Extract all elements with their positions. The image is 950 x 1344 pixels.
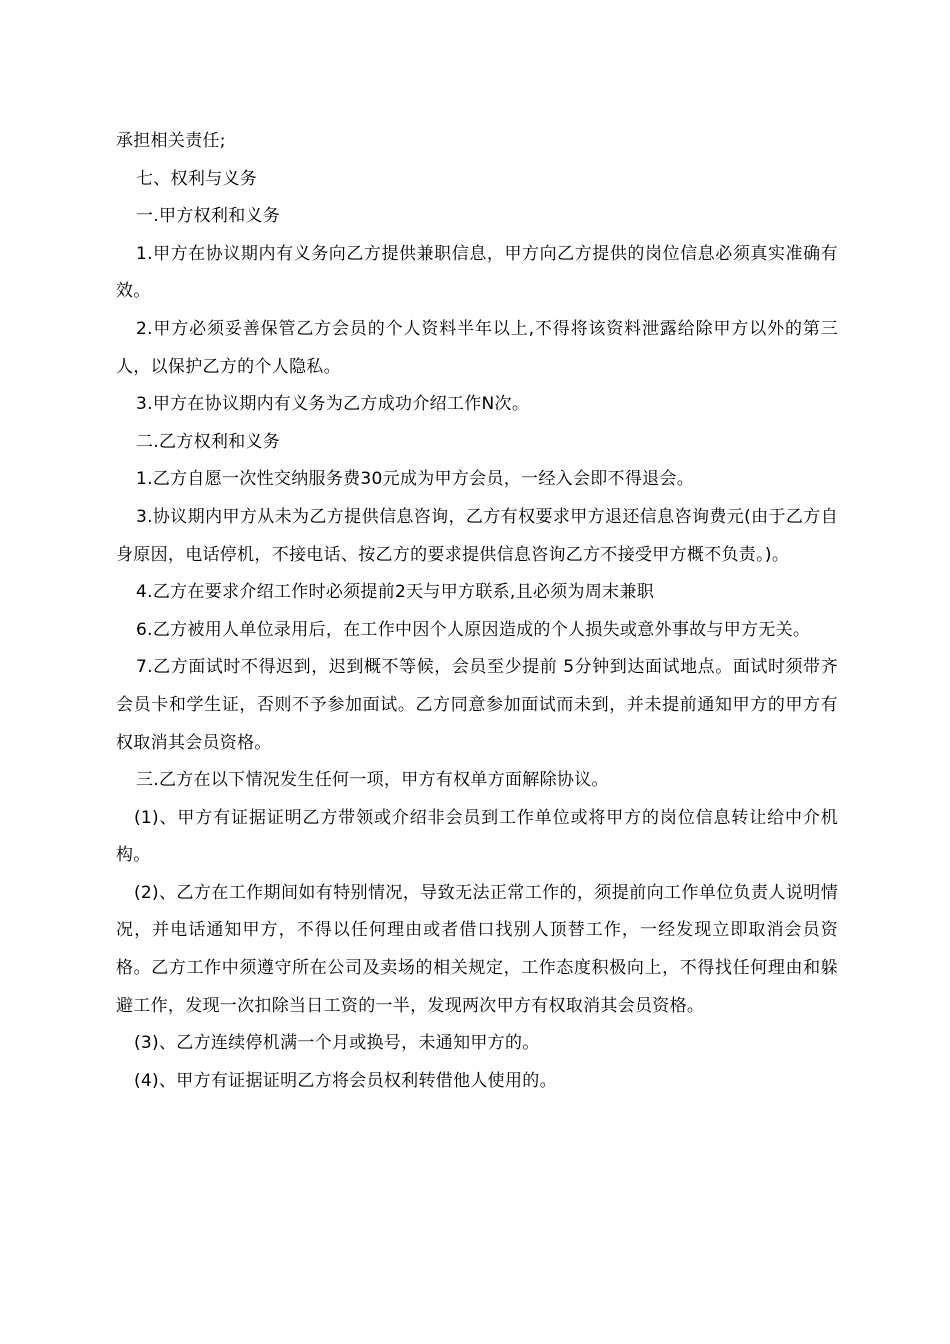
paragraph-responsibility-end: 承担相关责任; [116, 131, 226, 151]
paragraph-party-b-6: 6.乙方被用人单位录用后，在工作中因个人原因造成的个人损失或意外事故与甲方无关。 [136, 619, 811, 640]
paragraph-party-b-4: 4.乙方在要求介绍工作时必须提前2天与甲方联系,且必须为周末兼职 [136, 582, 655, 603]
paragraph-party-b-7: 7.乙方面试时不得迟到，迟到概不等候，会员至少提前 5分钟到达面试地点。面试时须带齐会员卡和学生证，否则不予参加面试。乙方同意参加面试而未到，并未提前通知甲方的甲方有权取消其会员资格。 [116, 657, 838, 753]
paragraph-termination-4: (4)、甲方有证据证明乙方将会员权利转借他人使用的。 [134, 1070, 557, 1091]
paragraph-termination-1: (1)、甲方有证据证明乙方带领或介绍非会员到工作单位或将甲方的岗位信息转让给中介机构。 [116, 807, 838, 866]
paragraph-party-a-1: 1.甲方在协议期内有义务向乙方提供兼职信息，甲方向乙方提供的岗位信息必须真实准确有效。 [116, 243, 838, 302]
paragraph-party-b-3: 3.协议期内甲方从未为乙方提供信息咨询，乙方有权要求甲方退还信息咨询费元(由于乙方自身原因，电话停机，不接电话、按乙方的要求提供信息咨询乙方不接受甲方概不负责。)。 [116, 506, 838, 565]
paragraph-termination-2: (2)、乙方在工作期间如有特别情况，导致无法正常工作的，须提前向工作单位负责人说明情况，并电话通知甲方，不得以任何理由或者借口找别人顶替工作，一经发现立即取消会员资格。乙方工作中须遵守所在公司及卖场的相关规定，工作态度积极向上，不得找任何理由和躲避工作，发现一次扣除当日工资的一半，发现两次甲方有权取消其会员资格。 [116, 882, 838, 1016]
paragraph-termination-3: (3)、乙方连续停机满一个月或换号，未通知甲方的。 [134, 1033, 540, 1054]
section-heading-rights-obligations: 七、权利与义务 [136, 168, 258, 189]
subsection-heading-termination: 三.乙方在以下情况发生任何一项，甲方有权单方面解除协议。 [136, 770, 609, 791]
paragraph-party-a-3: 3.甲方在协议期内有义务为乙方成功介绍工作N次。 [136, 394, 530, 415]
paragraph-party-b-1: 1.乙方自愿一次性交纳服务费30元成为甲方会员，一经入会即不得退会。 [136, 469, 695, 490]
subsection-heading-party-a: 一.甲方权利和义务 [136, 206, 281, 227]
document-body [116, 123, 838, 1100]
paragraph-party-a-2: 2.甲方必须妥善保管乙方会员的个人资料半年以上,不得将该资料泄露给除甲方以外的第三人，以保护乙方的个人隐私。 [116, 318, 838, 377]
subsection-heading-party-b: 二.乙方权利和义务 [136, 431, 281, 452]
